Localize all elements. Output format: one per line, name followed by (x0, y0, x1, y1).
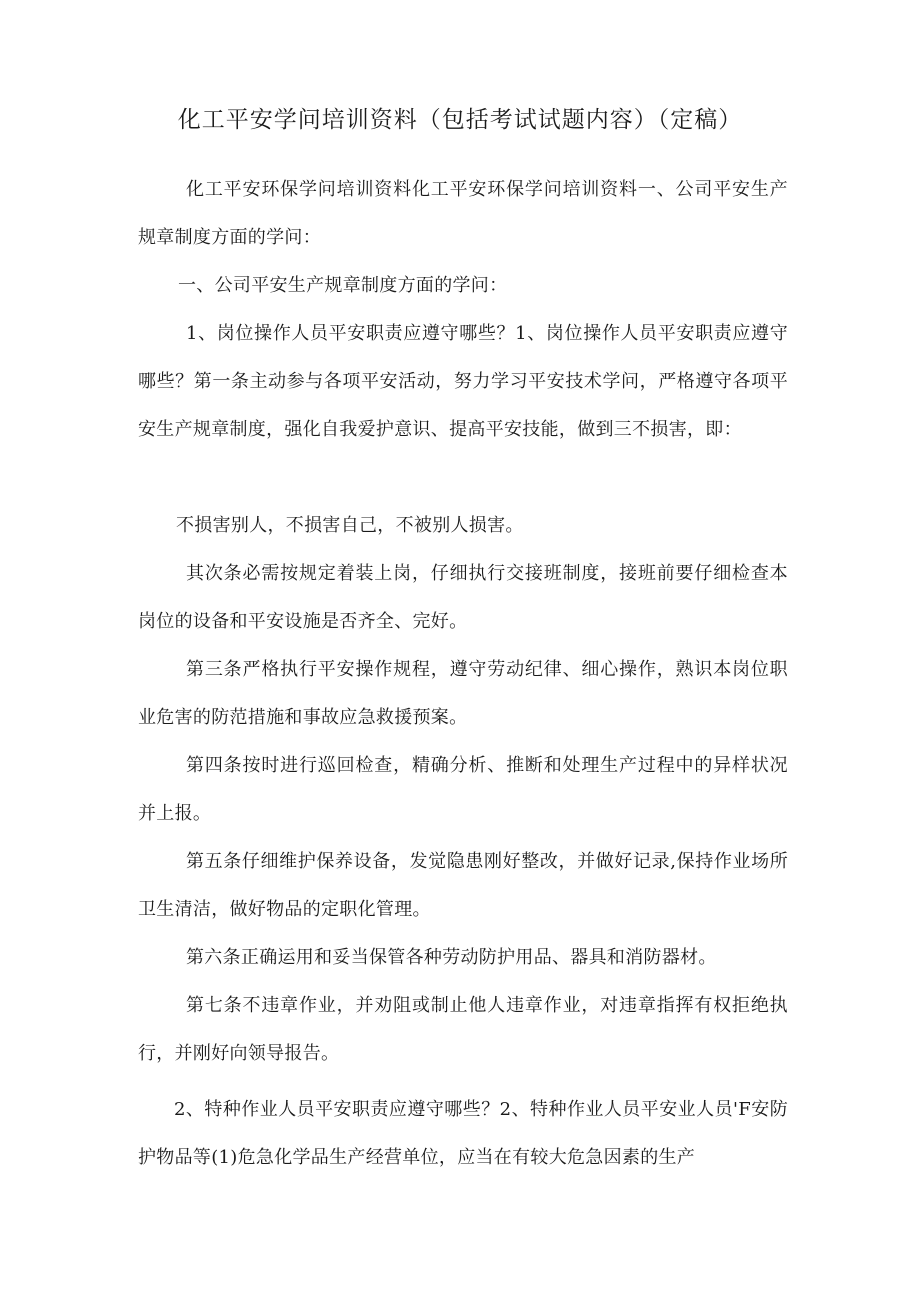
paragraph-question-1: 1、岗位操作人员平安职责应遵守哪些？1、岗位操作人员平安职责应遵守哪些？第一条主动参与各项平安活动，努力学习平安技术学问，严格遵守各项平安生产规章制度，强化自我爱护意识、提高平安技能，做到三不损害，即： (138, 323, 788, 440)
paragraph-question-2: 2、特种作业人员平安职责应遵守哪些？2、特种作业人员平安业人员'F安防护物品等(1)危急化学品生产经营单位，应当在有较大危急因素的生产 (138, 1099, 788, 1168)
paragraph-article-4: 第四条按时进行巡回检查，精确分析、推断和处理生产过程中的异样状况并上报。 (138, 755, 788, 824)
paragraph-article-3: 第三条严格执行平安操作规程，遵守劳动纪律、细心操作，熟识本岗位职业危害的防范措施和事故应急救援预案。 (138, 659, 788, 728)
document-title: 化工平安学问培训资料（包括考试试题内容）（定稿） (177, 107, 743, 133)
paragraph-article-7: 第七条不违章作业，并劝阻或制止他人违章作业，对违章指挥有权拒绝执行，并刚好向领导报告。 (138, 995, 788, 1064)
paragraph-section-heading: 一、公司平安生产规章制度方面的学问： (178, 275, 508, 296)
paragraph-article-6: 第六条正确运用和妥当保管各种劳动防护用品、器具和消防器材。 (186, 947, 717, 968)
paragraph-article-2: 其次条必需按规定着装上岗，仔细执行交接班制度，接班前要仔细检查本岗位的设备和平安设施是否齐全、完好。 (138, 563, 788, 632)
paragraph-intro: 化工平安环保学问培训资料化工平安环保学问培训资料一、公司平安生产规章制度方面的学问： (138, 179, 788, 248)
paragraph-article-5: 第五条仔细维护保养设备，发觉隐患刚好整改，并做好记录,保持作业场所卫生清洁，做好物品的定职化管理。 (138, 851, 788, 920)
paragraph-three-no-harm: 不损害别人，不损害自己，不被别人损害。 (176, 515, 524, 536)
